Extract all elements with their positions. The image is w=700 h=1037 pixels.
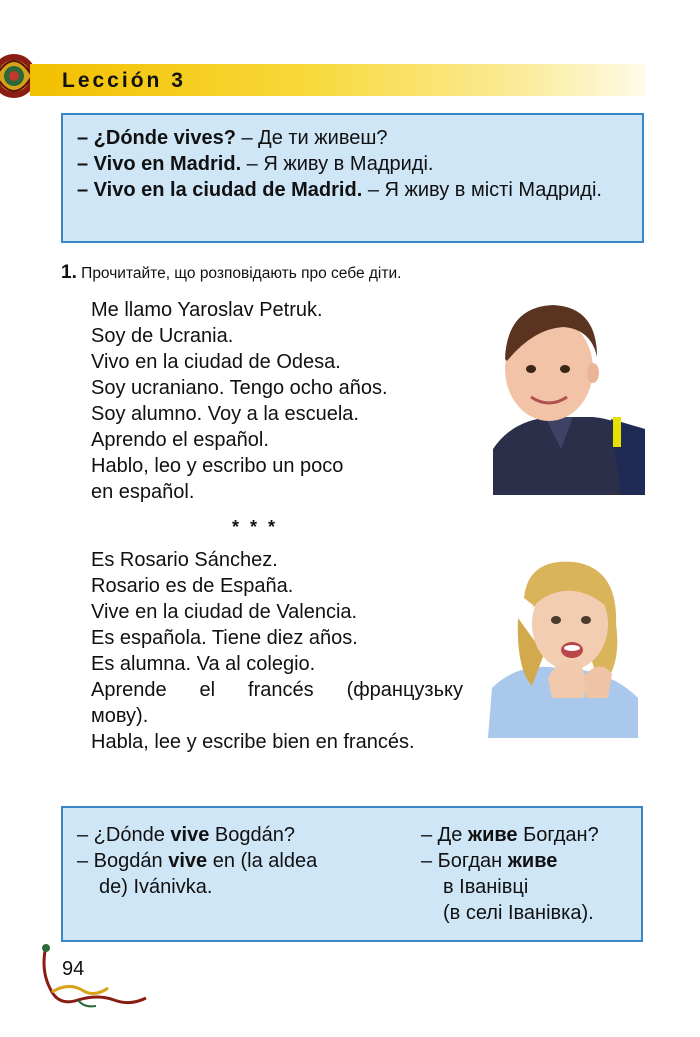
lesson-title: Lección 3 [62,69,186,92]
story-line: Soy de Ucrania. [91,325,234,347]
text-bold: живе [507,850,558,872]
story-line: Vive en la ciudad de Valencia. [91,601,358,623]
text-bold: живе [467,824,518,846]
text-part: – Богдан [421,850,508,872]
story-line: Aprende el francés (французьку [91,679,463,701]
girl-photo [488,558,638,738]
decorative-swirl-icon [38,942,148,1012]
text-part: Богдан? [517,824,599,846]
dialogue-ukrainian [421,822,599,926]
text-bold: vive [168,850,208,872]
text-part: – Де [421,824,468,846]
ua-answer-cont: (в селі Іванівка). [443,902,594,924]
ua-question [421,822,599,848]
story-line: Vivo en la ciudad de Odesa. [91,351,341,373]
es-answer [77,848,317,874]
story-line: Aprendo el español. [91,429,269,451]
text-part: en (la aldea [207,850,318,872]
story-line: Soy alumno. Voy a la escuela. [91,403,359,425]
text-part: – ¿Dónde [77,824,171,846]
story-line: Hablo, leo y escribo un poco [91,455,344,477]
dialogue-spanish [77,822,317,900]
story-line: Habla, lee y escribe bien en francés. [91,731,415,753]
dialogue-es: – ¿Dónde vives? [77,127,236,149]
story-yaroslav [91,297,388,505]
story-line: Me llamo Yaroslav Petruk. [91,299,323,321]
story-line: Rosario es de España. [91,575,294,597]
story-line: Soy ucraniano. Tengo ocho años. [91,377,388,399]
ua-answer [421,848,599,874]
text-part: – Bogdán [77,850,169,872]
dialogue-line-3 [77,177,628,203]
task-text: Прочитайте, що розповідають про себе діти. [81,265,402,282]
es-answer-cont: de) Ivánivka. [99,876,213,898]
dialogue-line-2 [77,151,628,177]
task-instruction [61,262,401,284]
boy-photo [493,299,645,495]
ua-answer-cont: в Іванівці [443,876,529,898]
story-rosario [91,547,463,755]
story-line: Es española. Tiene diez años. [91,627,358,649]
story-line: мову). [91,705,149,727]
es-question [77,822,317,848]
dialogue-line-1 [77,125,628,151]
story-line: en español. [91,481,195,503]
dialogue-box-1 [61,113,644,243]
dialogue-es: – Vivo en Madrid. [77,153,242,175]
page-number: 94 [62,958,85,980]
story-line: Es alumna. Va al colegio. [91,653,316,675]
text-part: Bogdán? [209,824,295,846]
dialogue-es: – Vivo en la ciudad de Madrid. [77,179,363,201]
task-number: 1. [61,262,77,283]
dialogue-ua: – Я живу в Мадриді. [241,153,434,175]
dialogue-box-2 [61,806,643,942]
dialogue-ua: – Я живу в місті Мадриді. [362,179,602,201]
section-separator: * * * [232,517,279,537]
dialogue-ua: – Де ти живеш? [235,127,388,149]
story-line: Es Rosario Sánchez. [91,549,278,571]
text-bold: vive [170,824,210,846]
